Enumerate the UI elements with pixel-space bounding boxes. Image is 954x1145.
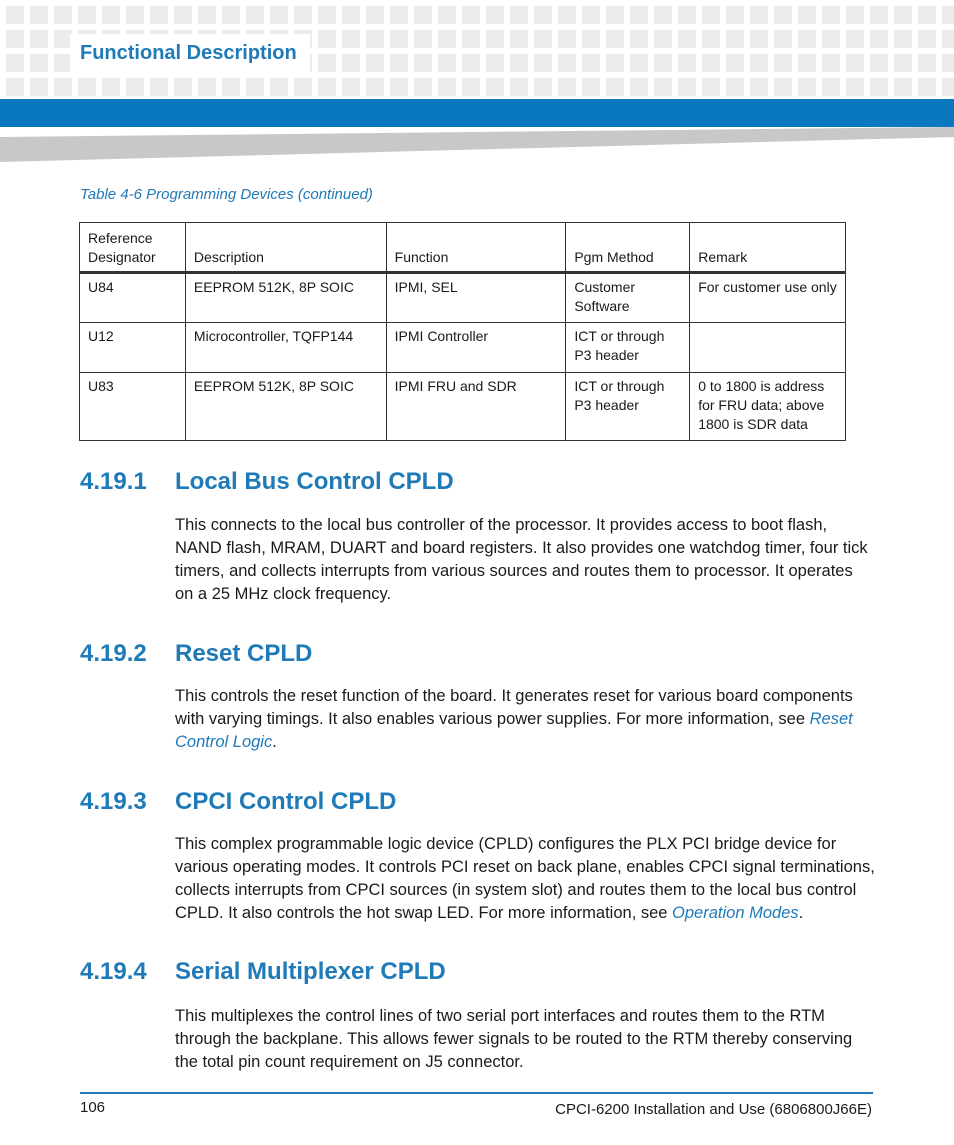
column-header: Function — [386, 223, 566, 273]
section-body — [175, 1005, 875, 1074]
table-row — [80, 373, 846, 441]
section-title: CPCI Control CPLD — [175, 788, 397, 815]
section-heading-4-19-2 — [80, 640, 312, 668]
table-cell: EEPROM 512K, 8P SOIC — [185, 373, 386, 441]
table-cell: Customer Software — [566, 273, 690, 323]
table-cell: For customer use only — [690, 273, 846, 323]
document-title: CPCI-6200 Installation and Use (6806800J66E) — [555, 1101, 872, 1118]
page-number: 106 — [80, 1099, 106, 1116]
section-body — [175, 833, 875, 925]
table-cell: IPMI, SEL — [386, 273, 566, 323]
table-row — [80, 323, 846, 373]
chapter-title: Functional Description — [80, 42, 297, 64]
section-title: Local Bus Control CPLD — [175, 468, 454, 495]
column-header: Description — [185, 223, 386, 273]
table-cell: ICT or through P3 header — [566, 373, 690, 441]
section-text-tail: . — [272, 733, 277, 751]
programming-devices-table — [79, 222, 846, 441]
header-title-box — [70, 34, 310, 74]
section-number: 4.19.1 — [80, 468, 147, 495]
column-header: Remark — [690, 223, 846, 273]
table-cell: IPMI FRU and SDR — [386, 373, 566, 441]
header-blue-band — [0, 99, 954, 127]
table-cell: EEPROM 512K, 8P SOIC — [185, 273, 386, 323]
table-caption: Table 4-6 Programming Devices (continued) — [80, 186, 373, 203]
section-heading-4-19-1 — [80, 468, 454, 496]
column-header: Reference Designator — [80, 223, 186, 273]
table-cell: 0 to 1800 is address for FRU data; above 1800 is SDR data — [690, 373, 846, 441]
column-header: Pgm Method — [566, 223, 690, 273]
section-text: This complex programmable logic device (CPLD) configures the PLX PCI bridge device for various operating modes. It controls PCI reset on back plane, enables CPCI signal terminations, collects interrupts from CPCI sources (in system slot) and routes them to the local bus control CPLD. It also controls the hot swap LED. For more information, see — [175, 835, 875, 922]
section-heading-4-19-3 — [80, 788, 396, 816]
section-number: 4.19.2 — [80, 640, 147, 667]
reset-control-logic-link[interactable]: Reset Control Logic — [175, 710, 853, 751]
section-text: This connects to the local bus controller of the processor. It provides access to boot flash, NAND flash, MRAM, DUART and board registers. It also provides one watchdog timer, four tick timers, and collects interrupts from various sources and routes them to processor. It operates on a 25 MHz clock frequency. — [175, 516, 868, 603]
section-text-tail: . — [798, 904, 804, 922]
section-title: Serial Multiplexer CPLD — [175, 958, 446, 985]
section-number: 4.19.4 — [80, 958, 147, 985]
section-body — [175, 685, 875, 754]
table-cell: U84 — [80, 273, 186, 323]
table-cell: Microcontroller, TQFP144 — [185, 323, 386, 373]
footer-rule — [80, 1092, 873, 1094]
header-gray-wedge — [0, 127, 954, 167]
table-cell: ICT or through P3 header — [566, 323, 690, 373]
section-text: This multiplexes the control lines of two serial port interfaces and routes them to the RTM through the backplane. This allows fewer signals to be routed to the RTM thereby conserving the total pin count requirement on J5 connector. — [175, 1007, 853, 1071]
table-cell: U83 — [80, 373, 186, 441]
table-header-row — [80, 223, 846, 273]
section-heading-4-19-4 — [80, 958, 446, 986]
section-number: 4.19.3 — [80, 788, 147, 815]
section-body — [175, 514, 875, 606]
section-title: Reset CPLD — [175, 640, 313, 667]
section-text: This controls the reset function of the board. It generates reset for various board components with varying timings. It also enables various power supplies. For more information, see — [175, 687, 853, 728]
table-row — [80, 273, 846, 323]
table-cell: IPMI Controller — [386, 323, 566, 373]
table-cell — [690, 323, 846, 373]
table-cell: U12 — [80, 323, 186, 373]
operation-modes-link[interactable]: Operation Modes — [672, 904, 799, 922]
